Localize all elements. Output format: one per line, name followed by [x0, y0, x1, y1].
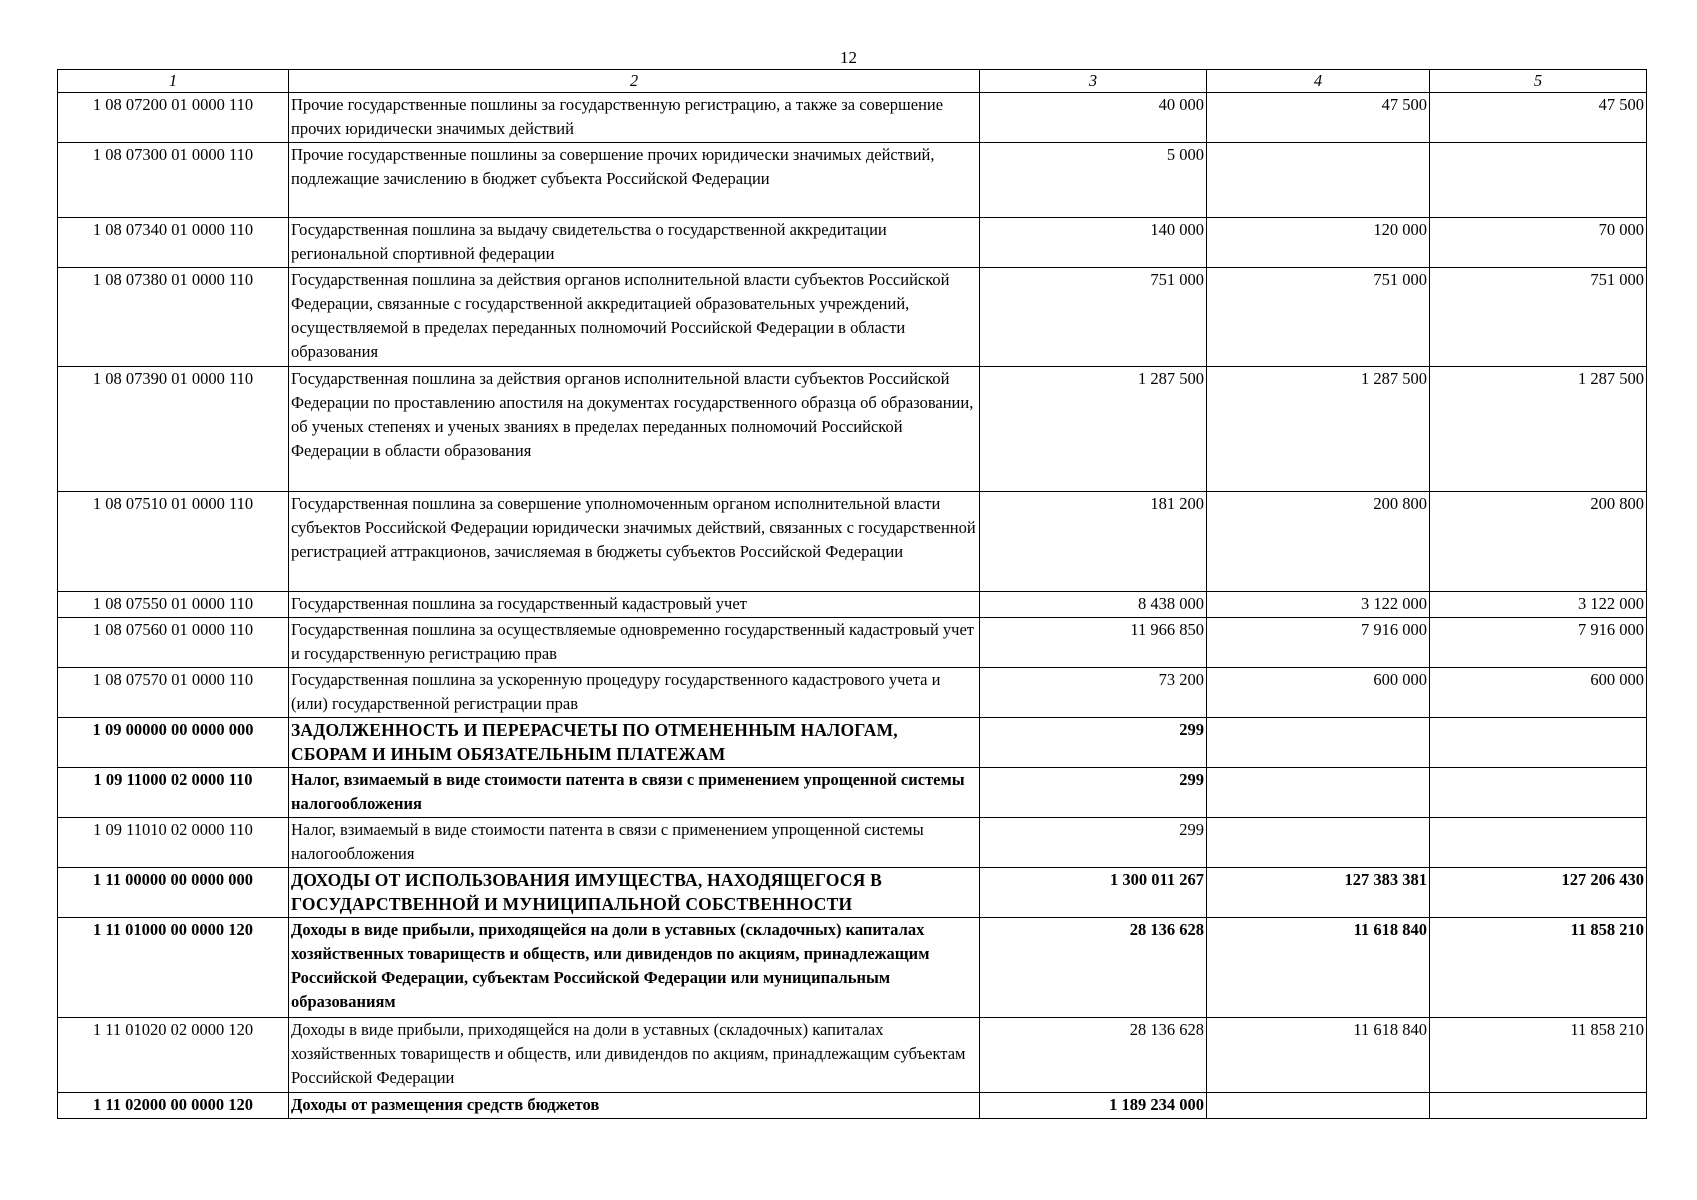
- amount-col3-cell: 28 136 628: [980, 1018, 1207, 1093]
- revenue-name-cell: Государственная пошлина за государственный кадастровый учет: [289, 592, 980, 618]
- amount-col5-cell: [1430, 718, 1647, 768]
- amount-col3-cell: 28 136 628: [980, 918, 1207, 1018]
- amount-col5-cell: 7 916 000: [1430, 618, 1647, 668]
- revenue-name-cell: Доходы от размещения средств бюджетов: [289, 1093, 980, 1119]
- amount-col3-cell: 299: [980, 768, 1207, 818]
- amount-col5-cell: 47 500: [1430, 93, 1647, 143]
- table-row: [58, 143, 1647, 218]
- table-row: [58, 718, 1647, 768]
- amount-col3-cell: 8 438 000: [980, 592, 1207, 618]
- amount-col5-cell: 200 800: [1430, 492, 1647, 592]
- amount-col3-cell: 181 200: [980, 492, 1207, 592]
- amount-col4-cell: 127 383 381: [1207, 868, 1430, 918]
- amount-col4-cell: 751 000: [1207, 268, 1430, 367]
- revenue-name-cell: Налог, взимаемый в виде стоимости патента в связи с применением упрощенной системы налогообложения: [289, 768, 980, 818]
- revenue-name-cell: Государственная пошлина за ускоренную процедуру государственного кадастрового учета и (или) государственной регистрации прав: [289, 668, 980, 718]
- amount-col5-cell: 11 858 210: [1430, 918, 1647, 1018]
- budget-code-cell: 1 09 00000 00 0000 000: [58, 718, 289, 768]
- column-header-1: 1: [58, 70, 289, 93]
- amount-col3-cell: 1 189 234 000: [980, 1093, 1207, 1119]
- table-row: [58, 592, 1647, 618]
- table-row: [58, 668, 1647, 718]
- budget-code-cell: 1 09 11000 02 0000 110: [58, 768, 289, 818]
- amount-col4-cell: [1207, 1093, 1430, 1119]
- amount-col4-cell: 1 287 500: [1207, 367, 1430, 492]
- budget-code-cell: 1 08 07570 01 0000 110: [58, 668, 289, 718]
- revenue-name-cell: Прочие государственные пошлины за совершение прочих юридически значимых действий, подлежащие зачислению в бюджет субъекта Российской Федерации: [289, 143, 980, 218]
- table-row: [58, 918, 1647, 1018]
- column-header-2: 2: [289, 70, 980, 93]
- revenue-name-cell: Доходы в виде прибыли, приходящейся на доли в уставных (складочных) капиталах хозяйственных товариществ и обществ, или дивидендов по акциям, принадлежащим субъектам Российской Федерации: [289, 1018, 980, 1093]
- amount-col4-cell: 11 618 840: [1207, 918, 1430, 1018]
- budget-code-cell: 1 08 07340 01 0000 110: [58, 218, 289, 268]
- amount-col3-cell: 299: [980, 718, 1207, 768]
- budget-code-cell: 1 08 07200 01 0000 110: [58, 93, 289, 143]
- table-row: [58, 1018, 1647, 1093]
- amount-col5-cell: 70 000: [1430, 218, 1647, 268]
- table-body: [58, 70, 1647, 1119]
- amount-col3-cell: 140 000: [980, 218, 1207, 268]
- column-header-5: 5: [1430, 70, 1647, 93]
- amount-col5-cell: [1430, 818, 1647, 868]
- amount-col5-cell: 600 000: [1430, 668, 1647, 718]
- table-row: [58, 93, 1647, 143]
- amount-col4-cell: [1207, 143, 1430, 218]
- page-number: 12: [840, 48, 857, 67]
- table-row: [58, 1093, 1647, 1119]
- revenue-name-cell: ДОХОДЫ ОТ ИСПОЛЬЗОВАНИЯ ИМУЩЕСТВА, НАХОДЯЩЕГОСЯ В ГОСУДАРСТВЕННОЙ И МУНИЦИПАЛЬНОЙ СОБСТВЕННОСТИ: [289, 868, 980, 918]
- amount-col4-cell: [1207, 768, 1430, 818]
- amount-col4-cell: 3 122 000: [1207, 592, 1430, 618]
- table-row: [58, 367, 1647, 492]
- amount-col3-cell: 1 300 011 267: [980, 868, 1207, 918]
- budget-code-cell: 1 11 02000 00 0000 120: [58, 1093, 289, 1119]
- amount-col5-cell: [1430, 768, 1647, 818]
- amount-col3-cell: 751 000: [980, 268, 1207, 367]
- amount-col3-cell: 5 000: [980, 143, 1207, 218]
- table-row: [58, 218, 1647, 268]
- amount-col5-cell: 1 287 500: [1430, 367, 1647, 492]
- column-header-3: 3: [980, 70, 1207, 93]
- amount-col3-cell: 11 966 850: [980, 618, 1207, 668]
- table-row: [58, 618, 1647, 668]
- revenue-name-cell: Государственная пошлина за действия органов исполнительной власти субъектов Российской Федерации, связанные с государственной аккредитацией образовательных учреждений, осуществляемой в пределах переданных полномочий Российской Федерации в области образования: [289, 268, 980, 367]
- amount-col3-cell: 73 200: [980, 668, 1207, 718]
- amount-col5-cell: [1430, 1093, 1647, 1119]
- amount-col4-cell: 120 000: [1207, 218, 1430, 268]
- budget-code-cell: 1 11 01000 00 0000 120: [58, 918, 289, 1018]
- revenue-name-cell: Государственная пошлина за совершение уполномоченным органом исполнительной власти субъектов Российской Федерации юридически значимых действий, связанных с государственной регистрацией аттракционов, зачисляемая в бюджеты субъектов Российской Федерации: [289, 492, 980, 592]
- amount-col3-cell: 299: [980, 818, 1207, 868]
- budget-code-cell: 1 11 00000 00 0000 000: [58, 868, 289, 918]
- amount-col4-cell: 7 916 000: [1207, 618, 1430, 668]
- revenue-name-cell: ЗАДОЛЖЕННОСТЬ И ПЕРЕРАСЧЕТЫ ПО ОТМЕНЕННЫМ НАЛОГАМ, СБОРАМ И ИНЫМ ОБЯЗАТЕЛЬНЫМ ПЛАТЕЖАМ: [289, 718, 980, 768]
- amount-col4-cell: [1207, 718, 1430, 768]
- amount-col5-cell: [1430, 143, 1647, 218]
- table-row: [58, 868, 1647, 918]
- budget-code-cell: 1 08 07380 01 0000 110: [58, 268, 289, 367]
- amount-col5-cell: 11 858 210: [1430, 1018, 1647, 1093]
- amount-col4-cell: 47 500: [1207, 93, 1430, 143]
- budget-code-cell: 1 09 11010 02 0000 110: [58, 818, 289, 868]
- amount-col4-cell: 11 618 840: [1207, 1018, 1430, 1093]
- amount-col3-cell: 40 000: [980, 93, 1207, 143]
- revenue-name-cell: Прочие государственные пошлины за государственную регистрацию, а также за совершение прочих юридически значимых действий: [289, 93, 980, 143]
- table-row: [58, 818, 1647, 868]
- revenue-name-cell: Налог, взимаемый в виде стоимости патента в связи с применением упрощенной системы налогообложения: [289, 818, 980, 868]
- table-header-row: [58, 70, 1647, 93]
- amount-col5-cell: 751 000: [1430, 268, 1647, 367]
- budget-code-cell: 1 08 07510 01 0000 110: [58, 492, 289, 592]
- amount-col5-cell: 3 122 000: [1430, 592, 1647, 618]
- table-row: [58, 492, 1647, 592]
- revenue-name-cell: Государственная пошлина за выдачу свидетельства о государственной аккредитации региональной спортивной федерации: [289, 218, 980, 268]
- table-row: [58, 268, 1647, 367]
- budget-code-cell: 1 11 01020 02 0000 120: [58, 1018, 289, 1093]
- budget-code-cell: 1 08 07390 01 0000 110: [58, 367, 289, 492]
- table-row: [58, 768, 1647, 818]
- amount-col3-cell: 1 287 500: [980, 367, 1207, 492]
- revenue-name-cell: Государственная пошлина за осуществляемые одновременно государственный кадастровый учет и государственную регистрацию прав: [289, 618, 980, 668]
- budget-code-cell: 1 08 07560 01 0000 110: [58, 618, 289, 668]
- amount-col4-cell: 600 000: [1207, 668, 1430, 718]
- budget-code-cell: 1 08 07300 01 0000 110: [58, 143, 289, 218]
- column-header-4: 4: [1207, 70, 1430, 93]
- amount-col5-cell: 127 206 430: [1430, 868, 1647, 918]
- amount-col4-cell: 200 800: [1207, 492, 1430, 592]
- revenue-name-cell: Государственная пошлина за действия органов исполнительной власти субъектов Российской Федерации по проставлению апостиля на документах государственного образца об образовании, об ученых степенях и ученых званиях в пределах переданных полномочий Российской Федерации в области образования: [289, 367, 980, 492]
- amount-col4-cell: [1207, 818, 1430, 868]
- budget-revenue-table: [57, 69, 1647, 1119]
- budget-code-cell: 1 08 07550 01 0000 110: [58, 592, 289, 618]
- revenue-name-cell: Доходы в виде прибыли, приходящейся на доли в уставных (складочных) капиталах хозяйственных товариществ и обществ, или дивидендов по акциям, принадлежащим Российской Федерации, субъектам Российской Федерации или муниципальным образованиям: [289, 918, 980, 1018]
